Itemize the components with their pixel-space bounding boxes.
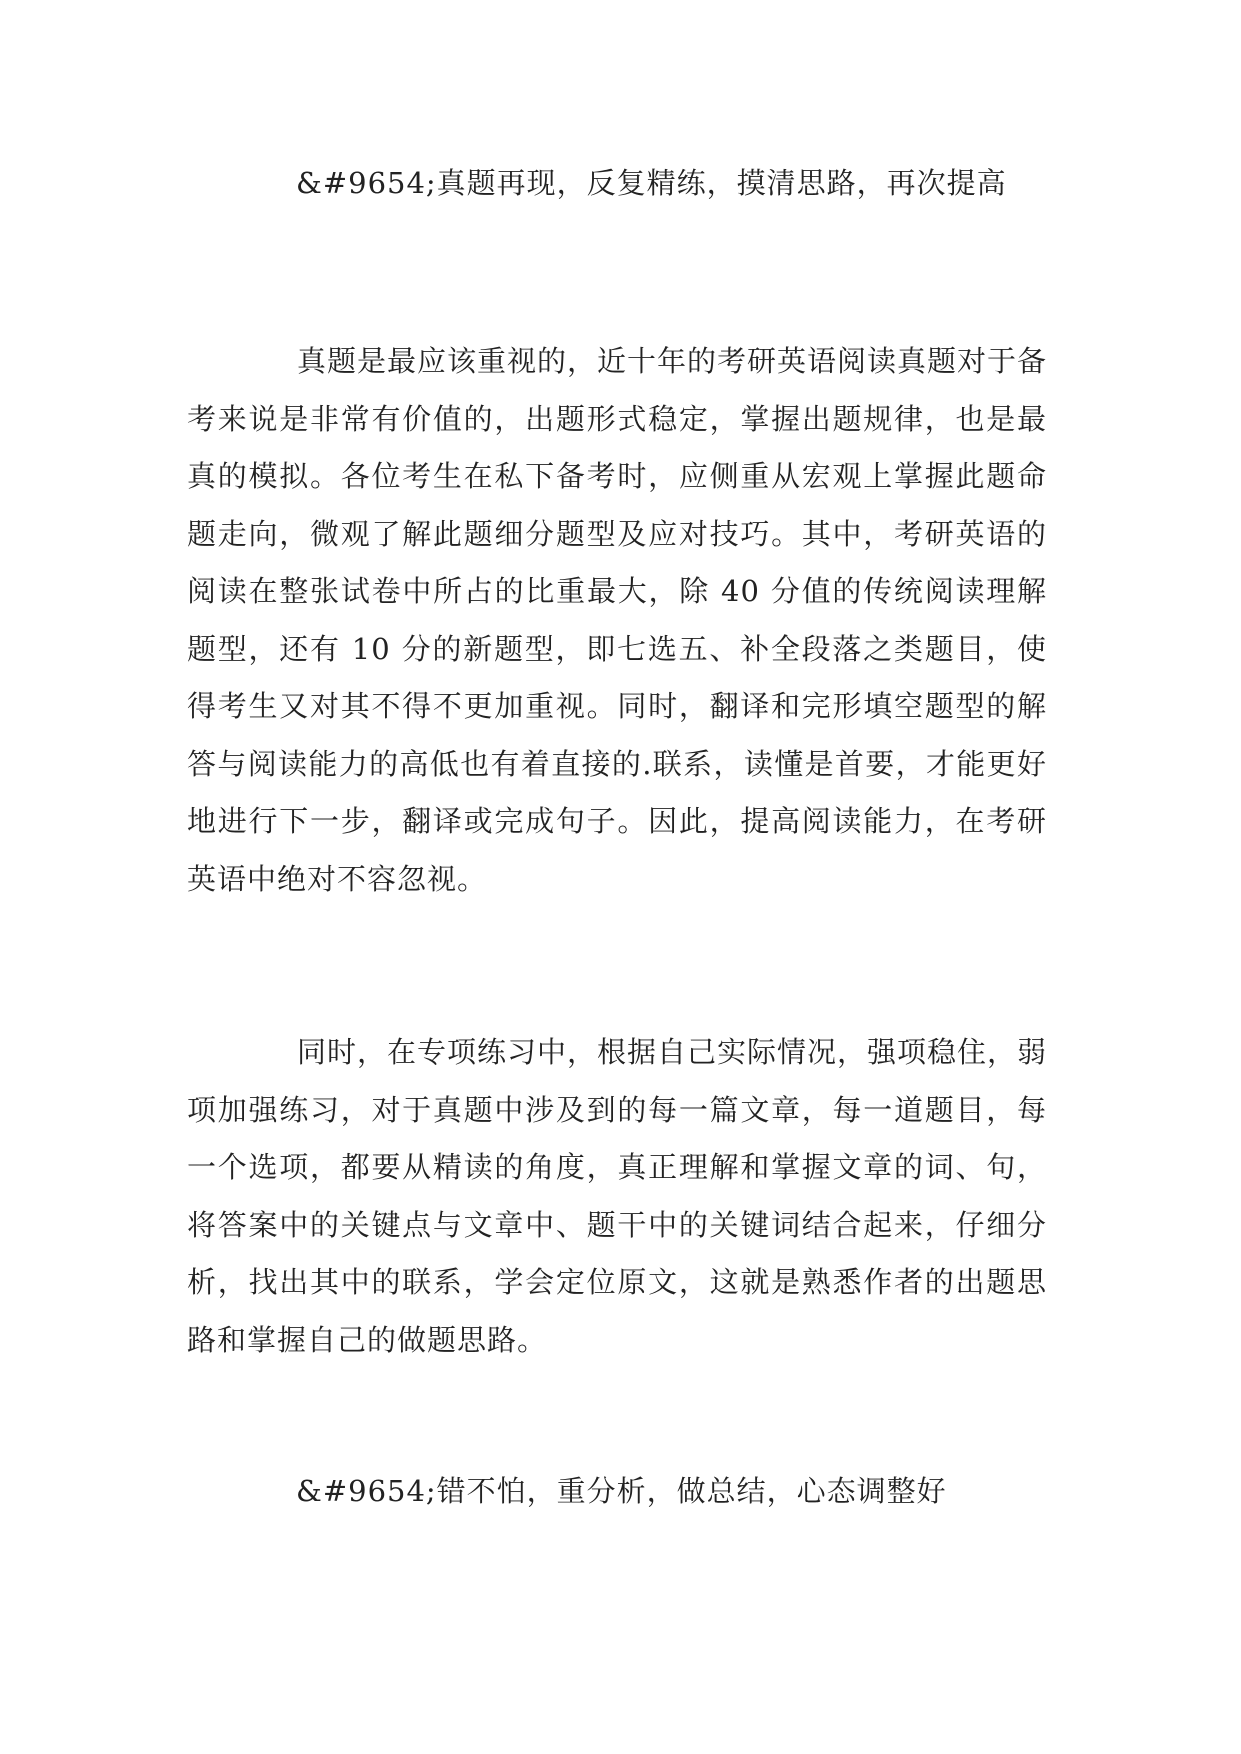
section-heading: &#9654;真题再现，反复精练，摸清思路，再次提高: [296, 166, 1007, 200]
body-paragraph: 同时，在专项练习中，根据自己实际情况，强项稳住，弱项加强练习，对于真题中涉及到的每一篇文章，每一道题目，每一个选项，都要从精读的角度，真正理解和掌握文章的词、句，将答案中的关键点与文章中、题干中的关键词结合起来，仔细分析，找出其中的联系，学会定位原文，这就是熟悉作者的出题思路和掌握自己的做题思路。: [187, 1035, 1048, 1357]
section-heading: &#9654;错不怕，重分析，做总结，心态调整好: [296, 1474, 947, 1508]
body-paragraph: 真题是最应该重视的，近十年的考研英语阅读真题对于备考来说是非常有价值的，出题形式稳定，掌握出题规律，也是最真的模拟。各位考生在私下备考时，应侧重从宏观上掌握此题命题走向，微观了解此题细分题型及应对技巧。其中，考研英语的阅读在整张试卷中所占的比重最大，除 40 分值的传统阅读理解题型，还有 10 分的新题型，即七选五、补全段落之类题目，使得考生又对其不得不更加重视。同时，翻译和完形填空题型的解答与阅读能力的高低也有着直接的.联系，读懂是首要，才能更好地进行下一步，翻译或完成句子。因此，提高阅读能力，在考研英语中绝对不容忽视。: [187, 344, 1048, 896]
